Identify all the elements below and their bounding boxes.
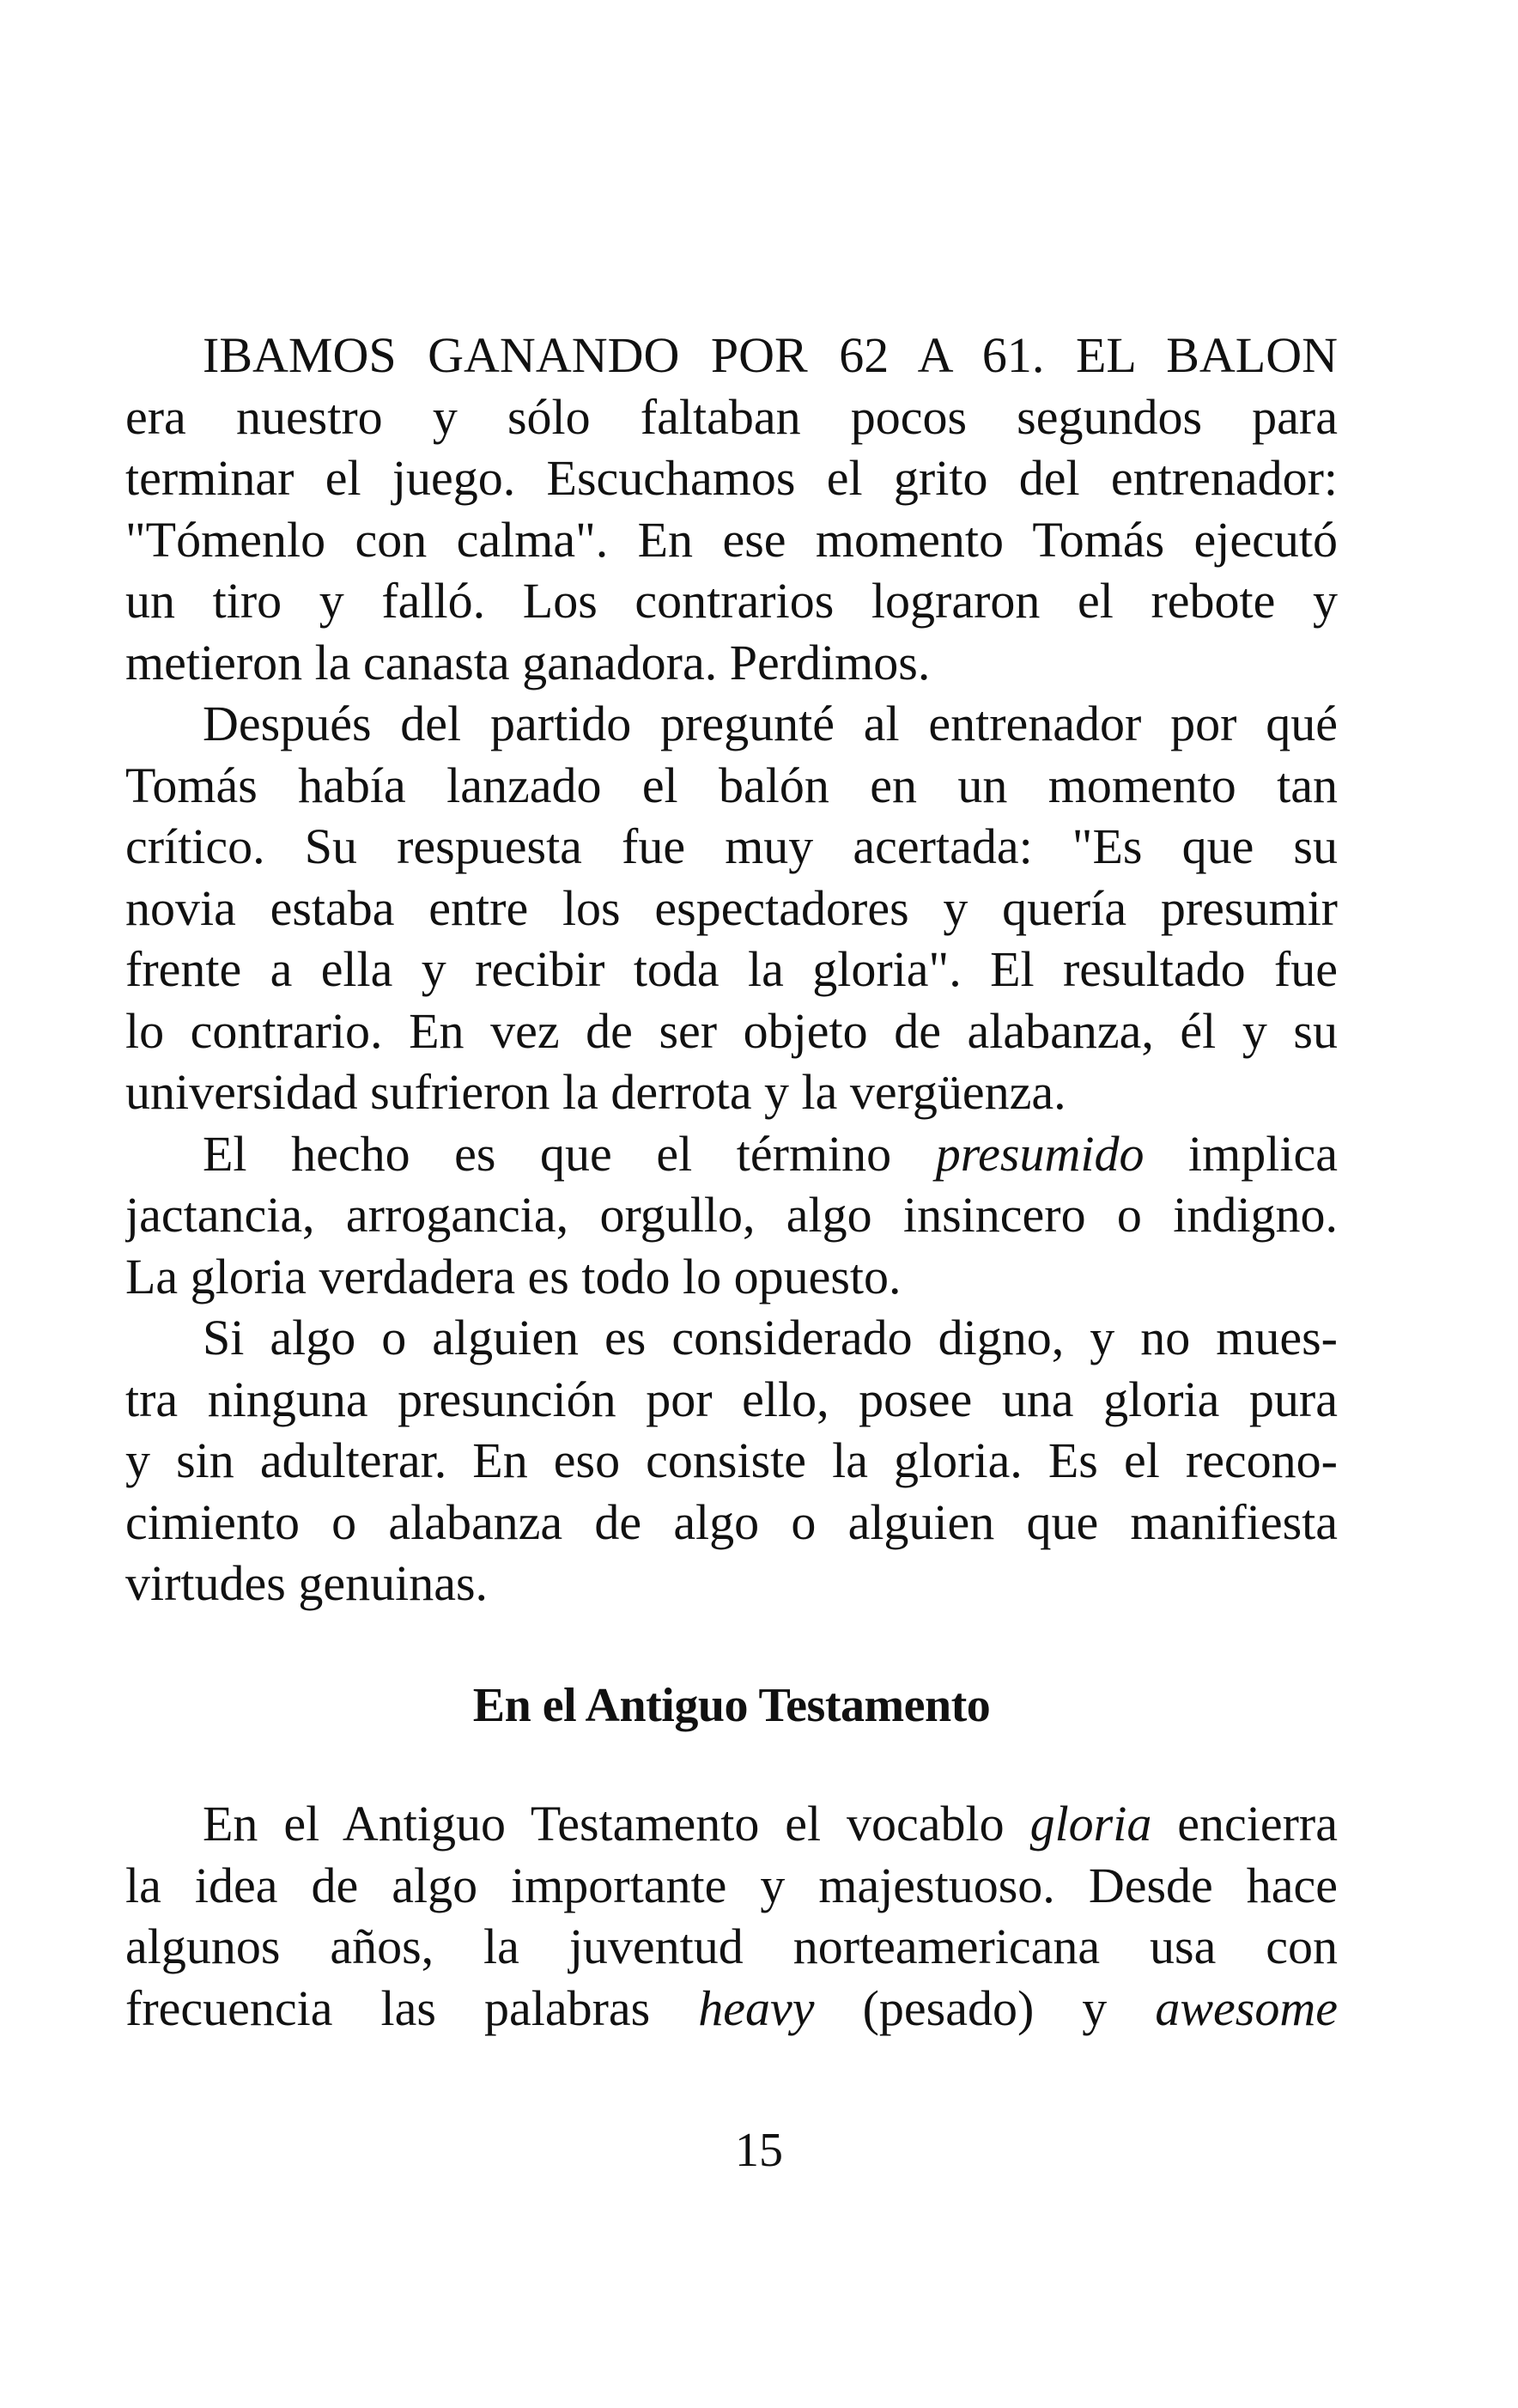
text-segment: "Tómenlo con calma". En ese momento Tomás ejecutó: [125, 511, 1338, 568]
text-segment: frecuencia las palabras: [125, 1979, 699, 2036]
text-segment: algunos años, la juventud norteamericana usa con: [125, 1918, 1338, 1974]
text-line: [125, 878, 1338, 939]
text-segment: novia estaba entre los espectadores y quería presumir: [125, 879, 1338, 936]
text-line: [125, 1246, 1338, 1308]
text-line: [125, 939, 1338, 1000]
text-segment: El hecho es que el término: [203, 1125, 936, 1182]
text-line: [125, 509, 1338, 571]
text-segment: jactancia, arrogancia, orgullo, algo insincero o indigno.: [125, 1187, 1338, 1243]
text-line: [125, 1430, 1338, 1492]
text-line: [125, 693, 1338, 755]
text-line: [125, 1369, 1338, 1431]
text-line: [125, 1553, 1338, 1614]
text-line: [125, 816, 1338, 878]
text-line: [125, 447, 1338, 509]
section-1-text: [125, 325, 1338, 1614]
text-line: [125, 1978, 1338, 2040]
text-line: [125, 386, 1338, 448]
text-segment: virtudes genuinas.: [125, 1555, 489, 1611]
text-line: [125, 755, 1338, 817]
text-segment: implica: [1144, 1125, 1338, 1182]
text-line: [125, 1000, 1338, 1062]
text-segment: cimiento o alabanza de algo o alguien que manifiesta: [125, 1493, 1338, 1550]
text-segment: un tiro y falló. Los contrarios lograron el rebote y: [125, 573, 1338, 629]
text-line: [125, 1916, 1338, 1978]
section-2-text: [125, 1793, 1338, 2039]
section-heading: En el Antiguo Testamento: [472, 1679, 991, 1732]
text-segment: metieron la canasta ganadora. Perdimos.: [125, 634, 931, 690]
text-segment: La gloria verdadera es todo lo opuesto.: [125, 1248, 902, 1304]
text-line: [125, 1061, 1338, 1123]
text-segment: frente a ella y recibir toda la gloria". El resultado fue: [125, 941, 1338, 997]
text-line: [125, 1793, 1338, 1855]
text-line: [125, 325, 1338, 386]
text-segment: terminar el juego. Escuchamos el grito del entrenador:: [125, 450, 1338, 506]
text-line: [125, 1492, 1338, 1554]
text-line: [125, 570, 1338, 632]
italic-term: presumido: [935, 1125, 1145, 1182]
text-segment: (pesado) y: [814, 1979, 1156, 2036]
italic-term: awesome: [1155, 1979, 1338, 2036]
text-line: [125, 1123, 1338, 1185]
text-segment: Después del partido pregunté al entrenador por qué: [203, 696, 1338, 751]
italic-term: gloria: [1029, 1796, 1152, 1852]
page-number: 15: [735, 2124, 783, 2177]
text-segment: En el Antiguo Testamento el vocablo: [203, 1796, 1030, 1852]
text-segment: era nuestro y sólo faltaban pocos segundos para: [125, 388, 1338, 445]
text-segment: Si algo o alguien es considerado digno, y no mues-: [203, 1310, 1338, 1365]
text-segment: Tomás había lanzado el balón en un momento tan: [125, 757, 1338, 813]
text-segment: universidad sufrieron la derrota y la vergüenza.: [125, 1064, 1066, 1120]
text-segment: encierra: [1151, 1796, 1338, 1852]
text-segment: IBAMOS GANANDO POR 62 A 61. EL BALON: [203, 327, 1338, 383]
text-segment: tra ninguna presunción por ello, posee una gloria pura: [125, 1371, 1338, 1427]
italic-term: heavy: [698, 1979, 815, 2036]
text-line: [125, 632, 1338, 694]
text-segment: y sin adulterar. En eso consiste la gloria. Es el recono-: [125, 1432, 1338, 1488]
text-segment: crítico. Su respuesta fue muy acertada: "Es que su: [125, 818, 1338, 874]
text-segment: lo contrario. En vez de ser objeto de alabanza, él y su: [125, 1002, 1338, 1059]
text-line: [125, 1855, 1338, 1917]
text-line: [125, 1307, 1338, 1369]
text-segment: la idea de algo importante y majestuoso. Desde hace: [125, 1857, 1338, 1913]
text-line: [125, 1184, 1338, 1246]
